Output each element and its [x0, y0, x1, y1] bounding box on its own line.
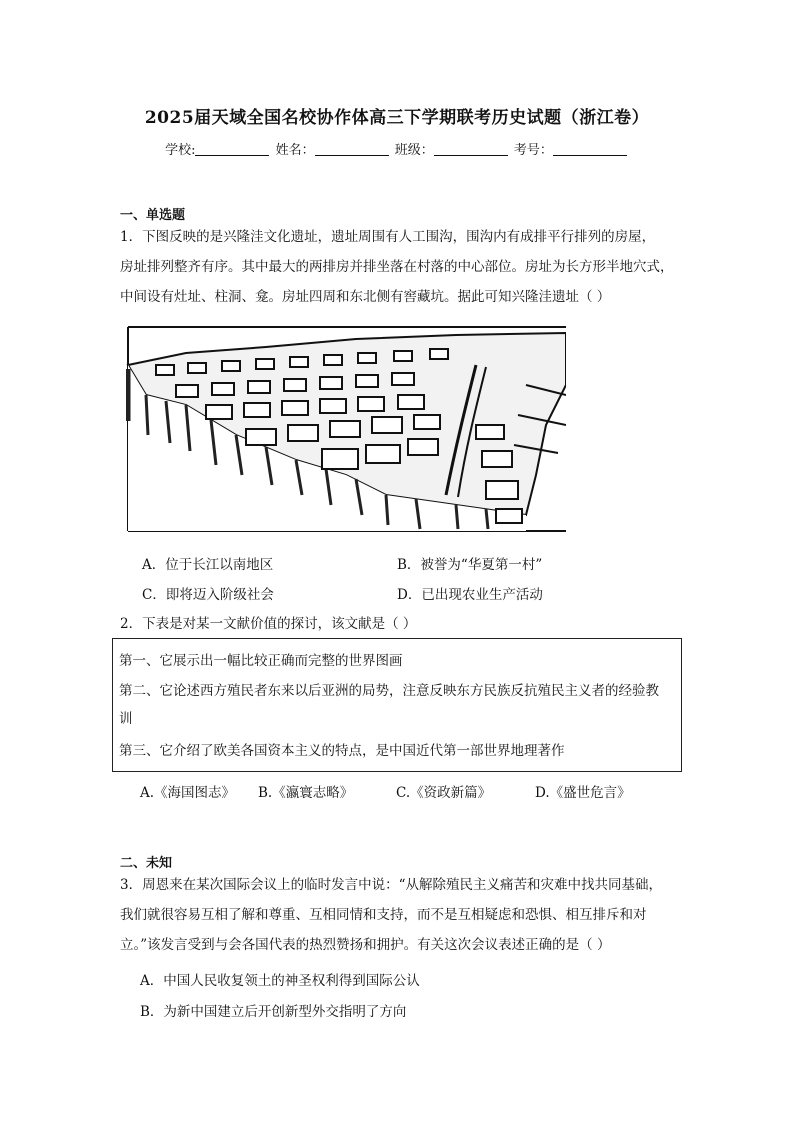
school-blank[interactable] — [195, 143, 269, 156]
section-single-choice: 一、单选题 — [120, 208, 186, 223]
question-1-option-c[interactable]: C．即将迈入阶级社会 — [142, 587, 274, 603]
question-1-line-2: 房址排列整齐有序。其中最大的两排房并排坐落在村落的中心部位。房址为长方形半地穴式， — [120, 259, 674, 275]
question-2-option-c[interactable]: C.《资政新篇》 — [396, 785, 492, 801]
question-1-stem — [120, 222, 680, 312]
question-3-option-a[interactable]: A．中国人民收复领土的神圣权利得到国际公认 — [140, 973, 420, 989]
question-3-line-1: 3．周恩来在某次国际会议上的临时发言中说：“从解除殖民主义痛苦和灾难中找共同基础， — [120, 877, 662, 893]
page-title: 2025届天域全国名校协作体高三下学期联考历史试题（浙江卷） — [144, 108, 650, 128]
school-label: 学校: — [165, 143, 196, 158]
question-1-option-d[interactable]: D．已出现农业生产活动 — [397, 587, 543, 603]
section-unknown: 二、未知 — [120, 856, 173, 871]
name-blank[interactable] — [315, 143, 389, 156]
question-1-line-1: 1．下图反映的是兴隆洼文化遗址，遗址周围有人工围沟，围沟内有成排平行排列的房屋， — [120, 229, 656, 245]
question-1-option-a[interactable]: A．位于长江以南地区 — [142, 557, 274, 573]
xinglongwa-site-illustration — [126, 325, 566, 533]
question-2-row-1: 第一、它展示出一幅比较正确而完整的世界图画 — [119, 653, 403, 669]
student-info-line — [0, 139, 794, 158]
question-3-line-3: 立。”该发言受到与会各国代表的热烈赞扬和拥护。有关这次会议表述正确的是（ ） — [120, 937, 611, 953]
exam-no-blank[interactable] — [553, 143, 627, 156]
question-3-line-2: 我们就很容易互相了解和尊重、互相同情和支持，而不是互相疑虑和恐惧、相互排斥和对 — [120, 907, 647, 923]
name-label: 姓名： — [275, 143, 315, 158]
question-3-option-b[interactable]: B．为新中国建立后开创新型外交指明了方向 — [140, 1004, 407, 1020]
question-2-row-2b: 训 — [119, 711, 133, 727]
question-2-table — [112, 638, 682, 772]
question-2-option-b[interactable]: B.《瀛寰志略》 — [258, 785, 354, 801]
question-2-option-a[interactable]: A.《海国图志》 — [140, 785, 236, 801]
class-label: 班级： — [394, 143, 434, 158]
question-2-row-2a: 第二、它论述西方殖民者东来以后亚洲的局势，注意反映东方民族反抗殖民主义者的经验教 — [119, 683, 659, 699]
question-2-stem: 2．下表是对某一文献价值的探讨，该文献是（ ） — [120, 616, 417, 632]
question-3-stem — [120, 870, 680, 960]
class-blank[interactable] — [434, 143, 508, 156]
question-2-row-3: 第三、它介绍了欧美各国资本主义的特点，是中国近代第一部世界地理著作 — [119, 743, 565, 759]
exam-no-label: 考号： — [513, 143, 553, 158]
question-1-line-3: 中间设有灶址、柱洞、龛。房址四周和东北侧有窖藏坑。据此可知兴隆洼遗址（ ） — [120, 289, 611, 305]
question-1-option-b[interactable]: B．被誉为“华夏第一村” — [397, 557, 543, 573]
question-2-option-d[interactable]: D.《盛世危言》 — [535, 785, 631, 801]
